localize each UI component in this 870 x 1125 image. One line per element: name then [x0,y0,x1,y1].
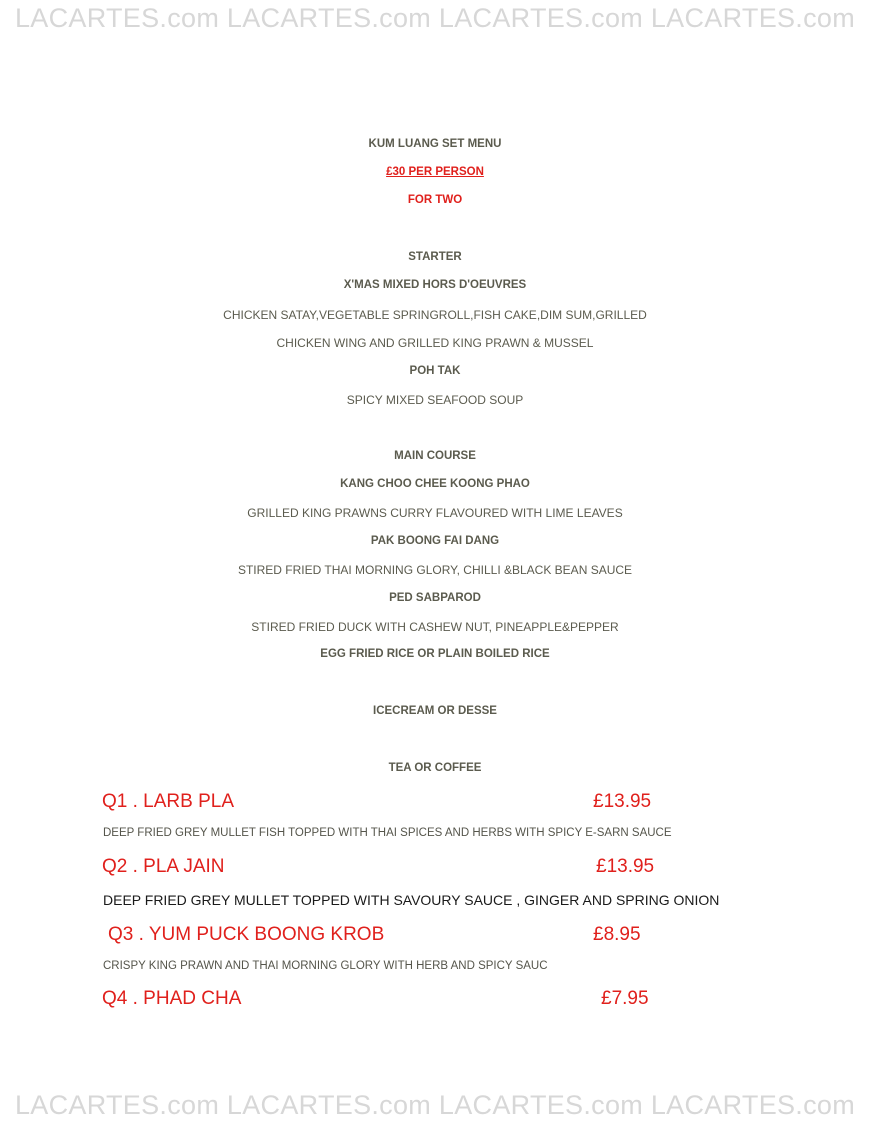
main-dish-2-name: PAK BOONG FAI DANG [370,535,500,547]
watermark-top: LACARTES.com LACARTES.com LACARTES.com LACARTES.com [14,3,856,33]
starter-heading: STARTER [408,251,462,263]
item-q3-desc: CRISPY KING PRAWN AND THAI MORNING GLORY WITH HERB AND SPICY SAUC [103,960,548,972]
item-q4-price: £7.95 [601,988,649,1009]
item-q4-title: Q4 . PHAD CHA [102,988,242,1009]
main-dish-1-desc: GRILLED KING PRAWNS CURRY FLAVOURED WITH LIME LEAVES [247,506,623,520]
item-q1-title: Q1 . LARB PLA [102,791,235,812]
main-dish-2-desc: STIRED FRIED THAI MORNING GLORY, CHILLI &BLACK BEAN SAUCE [237,563,633,577]
menu-title: KUM LUANG SET MENU [368,138,502,150]
dessert-option: ICECREAM OR DESSE [373,705,497,717]
drinks-option: TEA OR COFFEE [388,762,482,774]
item-q2-price: £13.95 [596,856,655,877]
item-q1-desc: DEEP FRIED GREY MULLET FISH TOPPED WITH THAI SPICES AND HERBS WITH SPICY E-SARN SAUCE [103,827,672,839]
starter-dish-1-desc-line-2: CHICKEN WING AND GRILLED KING PRAWN & MUSSEL [276,336,594,350]
menu-serving: FOR TWO [407,194,463,206]
main-dish-3-desc: STIRED FRIED DUCK WITH CASHEW NUT, PINEAPPLE&PEPPER [251,620,619,634]
starter-dish-1-desc-line-1: CHICKEN SATAY,VEGETABLE SPRINGROLL,FISH CAKE,DIM SUM,GRILLED [223,308,647,322]
item-q3-title: Q3 . YUM PUCK BOONG KROB [108,924,385,945]
item-q1-price: £13.95 [593,791,652,812]
menu-price: £30 PER PERSON [386,166,484,178]
main-course-heading: MAIN COURSE [394,450,476,462]
watermark-bottom: LACARTES.com LACARTES.com LACARTES.com LACARTES.com [14,1090,856,1120]
main-dish-1-name: KANG CHOO CHEE KOONG PHAO [340,478,530,490]
starter-dish-2-desc: SPICY MIXED SEAFOOD SOUP [346,393,524,407]
item-q2-title: Q2 . PLA JAIN [102,856,225,877]
item-q3-price: £8.95 [593,924,641,945]
starter-dish-1-name: X'MAS MIXED HORS D'OEUVRES [343,279,527,291]
starter-dish-2-name: POH TAK [409,365,461,377]
rice-option: EGG FRIED RICE OR PLAIN BOILED RICE [320,648,550,660]
main-dish-3-name: PED SABPAROD [389,592,481,604]
item-q2-desc: DEEP FRIED GREY MULLET TOPPED WITH SAVOURY SAUCE , GINGER AND SPRING ONION [103,892,720,908]
